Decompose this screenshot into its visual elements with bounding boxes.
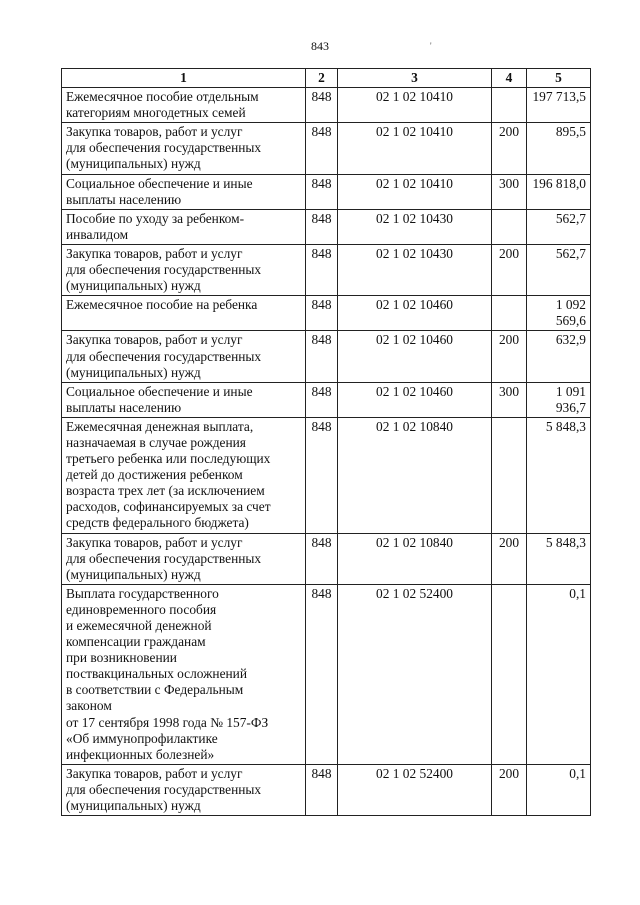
row-name: Закупка товаров, работ и услуг для обеспечения государственных (муниципальных) нужд [62,331,306,382]
row-name: Социальное обеспечение и иные выплаты населению [62,174,306,209]
row-type: 200 [492,533,527,584]
table-row [62,417,591,533]
header-col-1: 1 [62,69,306,88]
row-amount: 895,5 [527,123,591,174]
row-type: 200 [492,244,527,295]
row-amount: 5 848,3 [527,417,591,533]
row-code: 848 [306,417,338,533]
row-name: Социальное обеспечение и иные выплаты населению [62,382,306,417]
row-name: Закупка товаров, работ и услуг для обеспечения государственных (муниципальных) нужд [62,533,306,584]
table-row [62,88,591,123]
table-row [62,764,591,815]
row-name: Ежемесячная денежная выплата, назначаемая в случае рождения третьего ребенка или последующих детей до достижения ребенком возраста трех лет (за исключением расходов, софинансируемых за счет средств федерального бюджета) [62,417,306,533]
row-article: 02 1 02 52400 [338,764,492,815]
row-article: 02 1 02 10410 [338,123,492,174]
row-code: 848 [306,123,338,174]
row-name: Закупка товаров, работ и услуг для обеспечения государственных (муниципальных) нужд [62,123,306,174]
row-name: Выплата государственного единовременного пособия и ежемесячной денежной компенсации гражданам при возникновении поствакцинальных осложнений в соответствии с Федеральным законом от 17 сентября 1998 года № 157-ФЗ «Об иммунопрофилактике инфекционных болезней» [62,584,306,764]
row-article: 02 1 02 10460 [338,331,492,382]
row-type [492,296,527,331]
row-name: Ежемесячное пособие отдельным категориям многодетных семей [62,88,306,123]
row-name: Ежемесячное пособие на ребенка [62,296,306,331]
row-article: 02 1 02 10410 [338,88,492,123]
row-name: Закупка товаров, работ и услуг для обеспечения государственных (муниципальных) нужд [62,244,306,295]
row-type [492,417,527,533]
row-code: 848 [306,584,338,764]
table-row [62,584,591,764]
row-name: Пособие по уходу за ребенком- инвалидом [62,209,306,244]
row-article: 02 1 02 10840 [338,417,492,533]
row-amount: 562,7 [527,244,591,295]
row-code: 848 [306,88,338,123]
table-row [62,533,591,584]
row-code: 848 [306,764,338,815]
row-amount: 197 713,5 [527,88,591,123]
row-amount: 196 818,0 [527,174,591,209]
row-article: 02 1 02 10460 [338,382,492,417]
table-row [62,174,591,209]
row-code: 848 [306,331,338,382]
row-type: 200 [492,331,527,382]
page-number: 843 [311,39,329,53]
row-type [492,584,527,764]
row-code: 848 [306,244,338,295]
row-code: 848 [306,533,338,584]
budget-table [61,68,591,816]
table-row [62,382,591,417]
row-code: 848 [306,174,338,209]
row-article: 02 1 02 10430 [338,244,492,295]
row-type: 300 [492,174,527,209]
row-code: 848 [306,209,338,244]
row-article: 02 1 02 10460 [338,296,492,331]
table-row [62,244,591,295]
row-type [492,209,527,244]
header-col-2: 2 [306,69,338,88]
page-mark: ' [430,41,432,51]
row-type: 200 [492,123,527,174]
table-header-row [62,69,591,88]
row-amount: 1 092 569,6 [527,296,591,331]
row-name: Закупка товаров, работ и услуг для обеспечения государственных (муниципальных) нужд [62,764,306,815]
row-amount: 0,1 [527,764,591,815]
row-article: 02 1 02 10410 [338,174,492,209]
header-col-3: 3 [338,69,492,88]
header-col-5: 5 [527,69,591,88]
row-article: 02 1 02 10840 [338,533,492,584]
table-body [62,88,591,816]
row-amount: 562,7 [527,209,591,244]
row-type [492,88,527,123]
row-type: 300 [492,382,527,417]
header-col-4: 4 [492,69,527,88]
table-row [62,296,591,331]
row-type: 200 [492,764,527,815]
row-article: 02 1 02 10430 [338,209,492,244]
table-row [62,123,591,174]
table-row [62,209,591,244]
row-code: 848 [306,382,338,417]
row-amount: 1 091 936,7 [527,382,591,417]
row-amount: 632,9 [527,331,591,382]
row-code: 848 [306,296,338,331]
row-amount: 5 848,3 [527,533,591,584]
row-amount: 0,1 [527,584,591,764]
table-row [62,331,591,382]
row-article: 02 1 02 52400 [338,584,492,764]
